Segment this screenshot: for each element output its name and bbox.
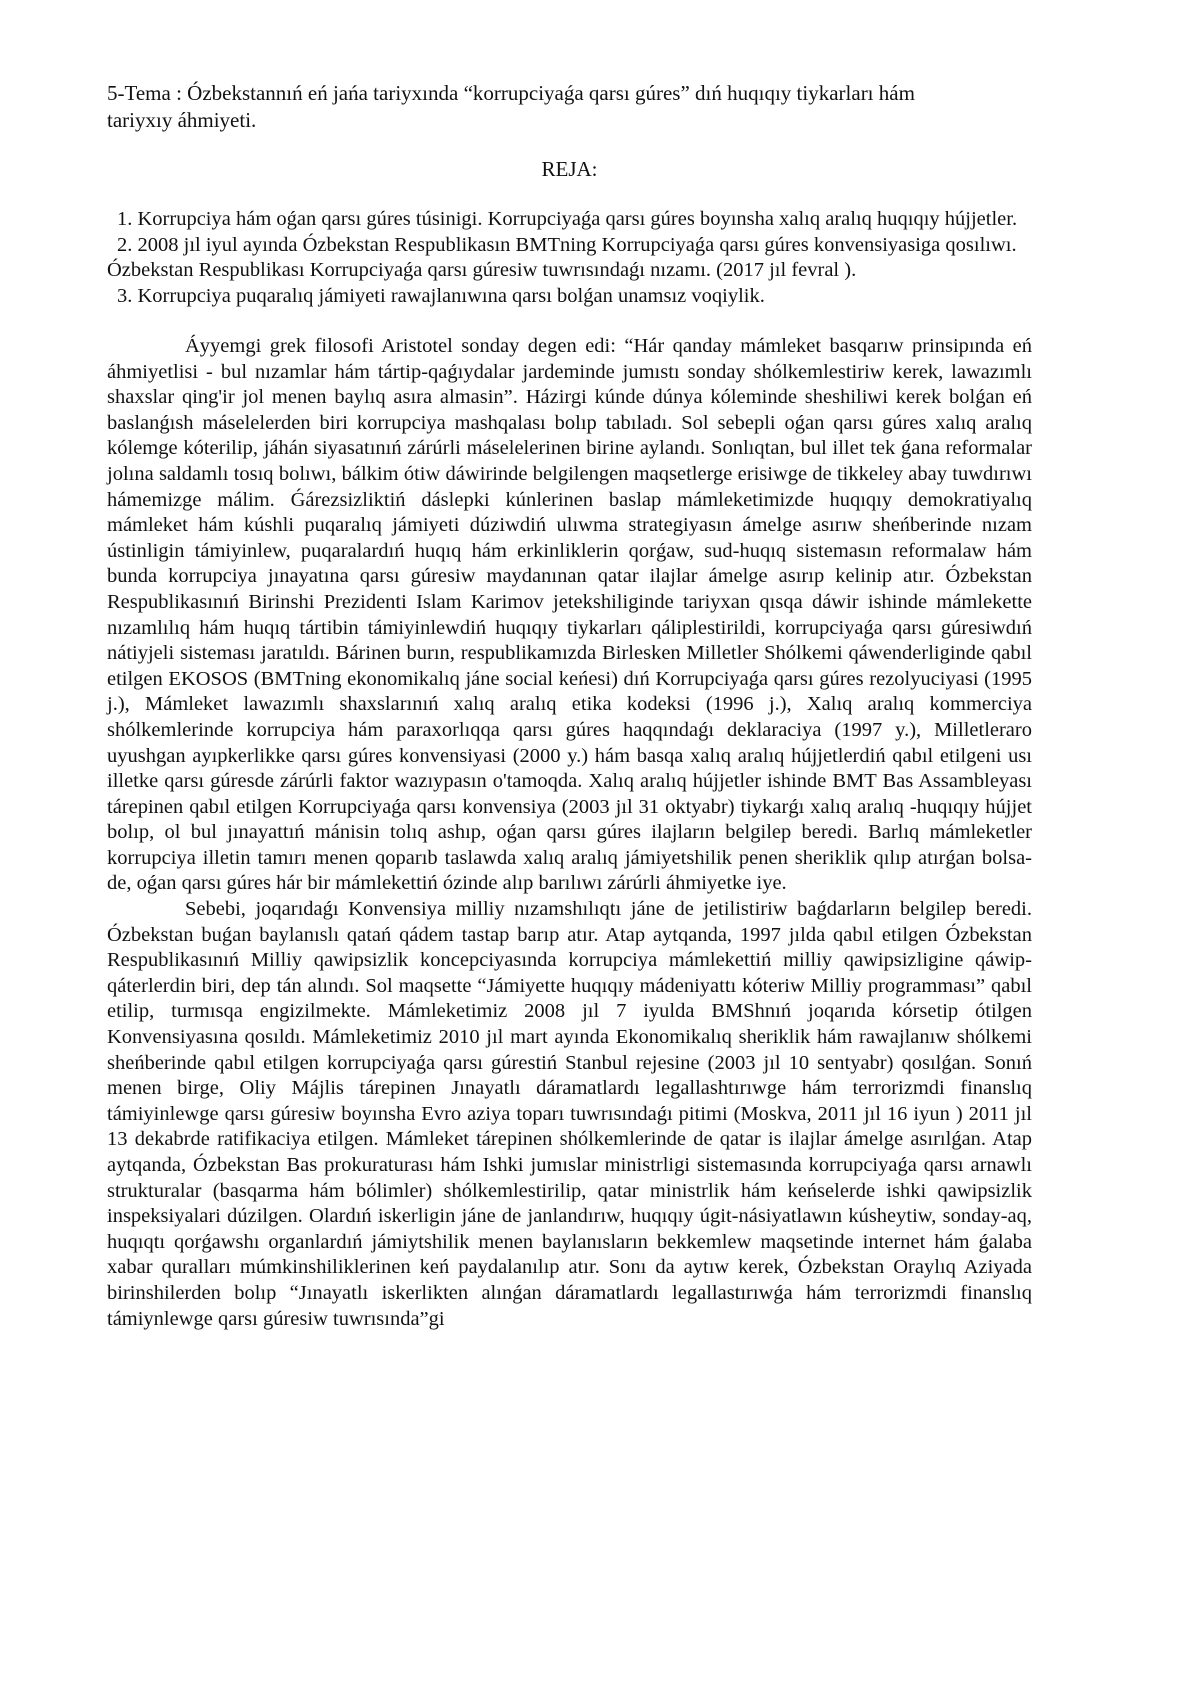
document-title: 5-Tema : Ózbekstannıń eń jańa tariyxında “korrupciyaǵa qarsı gúres” dıń huqıqıy tiykarları hám tariyxıy áhmiyeti.: [107, 81, 915, 132]
plan-item: 2. 2008 jıl iyul ayında Ózbekstan Respublikasın BMTning Korrupciyaǵa qarsı gúres konvensiyasiga qosılıwı. Ózbekstan Respublikası Korrupciyaǵa qarsı gúresiw tuwrısındaǵı nızamı. (2017 jıl fevral ).: [107, 233, 1017, 281]
body-paragraph: Sebebi, joqarıdaǵı Konvensiya milliy nızamshılıqtı jáne de jetilistiriw baǵdarların belgilep beredi. Ózbekstan buǵan baylanıslı qatań qádem tastap barıp atır. Atap aytqanda, 1997 jılda qabıl etilgen Ózbekstan Respublikasınıń Milliy qawipsizlik koncepciyasında korrupciya mámlekettiń milliy qawipsizligine qáwip-qáterlerdin biri, dep tán alındı. Sol maqsette “Jámiyette huqıqıy mádeniyattı kóteriw Milliy programması” qabıl etilip, turmısqa engizilmekte. Mámleketimiz 2008 jıl 7 iyulda BMShnıń joqarıda kórsetip ótilgen Konvensiyasına qosıldı. Mámleketimiz 2010 jıl mart ayında Ekonomikalıq sheriklik hám rawajlanıw shólkemi sheńberinde qabıl etilgen korrupciyaǵa qarsı gúrestiń Stanbul rejesine (2003 jıl 10 sentyabr) qosılǵan. Sonıń menen birge, Oliy Májlis tárepinen Jınayatlı dáramatlardı legallashtırıwge hám terrorizmdi finanslıq támiyinlewge qarsı gúresiw boyınsha Evro aziya toparı tuwrısındaǵı pitimi (Moskva, 2011 jıl 16 iyun ) 2011 jıl 13 dekabrde ratifikaciya etilgen. Mámleket tárepinen shólkemlerinde de qatar is ilajlar ámelge asırılǵan. Atap aytqanda, Ózbekstan Bas prokuraturası hám Ishki jumıslar ministrligi sistemasında korrupciyaǵa qarsı arnawlı strukturalar (basqarma hám bólimler) shólkemlestirilip, qatar ministrlik hám keńselerde ishki qawipsizlik inspeksiyalari dúzilgen. Olardıń iskerligin jáne de janlandırıw, huqıqıy úgit-násiyatlawın kúsheytiw, sonday-aq, huqıqtı qorǵawshı organlardıń jámiytshilik menen baylanısların bekkemlew maqsetinde internet hám ǵalaba xabar quralları múmkinshiliklerinen keń paydalanılıp atır. Sonı da aytıw kerek, Ózbekstan Oraylıq Aziyada birinshilerden bolıp “Jınayatlı iskerlikten alınǵan dáramatlardı legallastırıwǵa hám terrorizmdi finanslıq támiynlewge qarsı gúresiw tuwrısında”gi: [107, 898, 1032, 1330]
plan-heading: REJA:: [541, 157, 598, 181]
plan-item: 1. Korrupciya hám oǵan qarsı gúres túsinigi. Korrupciyaǵa qarsı gúres boyınsha xalıq aralıq huqıqıy húјjetler.: [117, 208, 1018, 230]
plan-list: [107, 207, 1032, 309]
plan-item: 3. Korrupciya puqaralıq jámiyeti rawajlanıwına qarsı bolǵan unamsız voqiylik.: [117, 284, 765, 307]
body-paragraph: Áyyemgi grek filosofi Aristotel sonday degen edi: “Hár qanday mámleket basqarıw prinsipında eń áhmiyetlisi - bul nızamlar hám tártip-qaǵıydalar jardeminde jumıstı sonday shólkemlestiriw kerek, lawazımlı shaxslar qing'ir jol menen baylıq asıra almasin”. Házirgi kúnde dúnya kóleminde sheshiliwi kerek bolǵan eń baslanǵısh máselelerden biri korrupciya mashqalası bolıp tabıladı. Sol sebepli oǵan qarsı gúres xalıq aralıq kólemge kóterilip, jáhán siyasatınıń zárúrli máselelerinen birine aylandı. Sonlıqtan, bul illet tek ǵana reformalar jolına saldamlı tosıq bolıwı, bálkim ótiw dáwirinde belgilengen maqsetlerge erisiwge de tikkeley abay tuwdırıwı hámemizge málim. Ǵárezsizliktiń dáslepki kúnlerinen baslap mámleketimizde huqıqıy demokratiyalıq mámleket hám kúshli puqaralıq jámiyeti dúziwdiń ulıwma strategiyasın ámelge asırıw sheńberinde nızam ústinligin támiyinlew, puqaralardıń huqıq hám erkinliklerin qorǵaw, sud-huqıq sistemasın reformalaw hám bunda korrupciya jınayatına qarsı gúresiw maydanınan qatar ilajlar ámelge asırıp kelinip atır. Ózbekstan Respublikasınıń Birinshi Prezidenti Islam Karimov jetekshiliginde tariyxan qısqa dáwir ishinde mámlekette nızamlılıq hám huqıq tártibin támiyinlewdiń huqıqıy tiykarları qáliplestirildi, korrupciyaǵa qarsı gúresiwdıń nátiyjeli sisteması jaratıldı. Bárinen burın, respublikamızda Birlesken Milletler Shólkemi qáwenderliginde qabıl etilgen EKOSOS (BMTning ekonomikalıq jáne social keńesi) dıń Korrupciyaǵa qarsı gúres rezolyuciyasi (1995 j.), Mámleket lawazımlı shaxslarınıń xalıq aralıq etika kodeksi (1996 j.), Xalıq aralıq kommerciya shólkemlerinde korrupciya hám paraxorlıqqa qarsı gúres haqqındaǵı deklaraciya (1997 y.), Milletleraro uyushgan ayıpkerlikke qarsı gúres konvensiyasi (2000 y.) hám basqa xalıq aralıq hújjetlerdiń qabıl etilgeni usı illetke qarsı gúresde zárúrli faktor wazıypasın o'tamoqda. Xalıq aralıq hújjetler ishinde BMT Bas Assambleyası tárepinen qabıl etilgen Korrupciyaǵa qarsı konvensiya (2003 jıl 31 oktyabr) tiykarǵı xalıq aralıq -huqıqıy hújjet bolıp, ol bul jınayattıń mánisin tolıq ashıp, oǵan qarsı gúres ilajların belgilep beredi. Barlıq mámleketler korrupciya illetin tamırı menen qoparıb taslawda xalıq aralıq jámiyetshilik penen sheriklik qılıp atırǵan bolsa-de, oǵan qarsı gúres hár bir mámlekettiń ózinde alıp barılıwı zárúrli áhmiyetke iye.: [107, 335, 1032, 895]
